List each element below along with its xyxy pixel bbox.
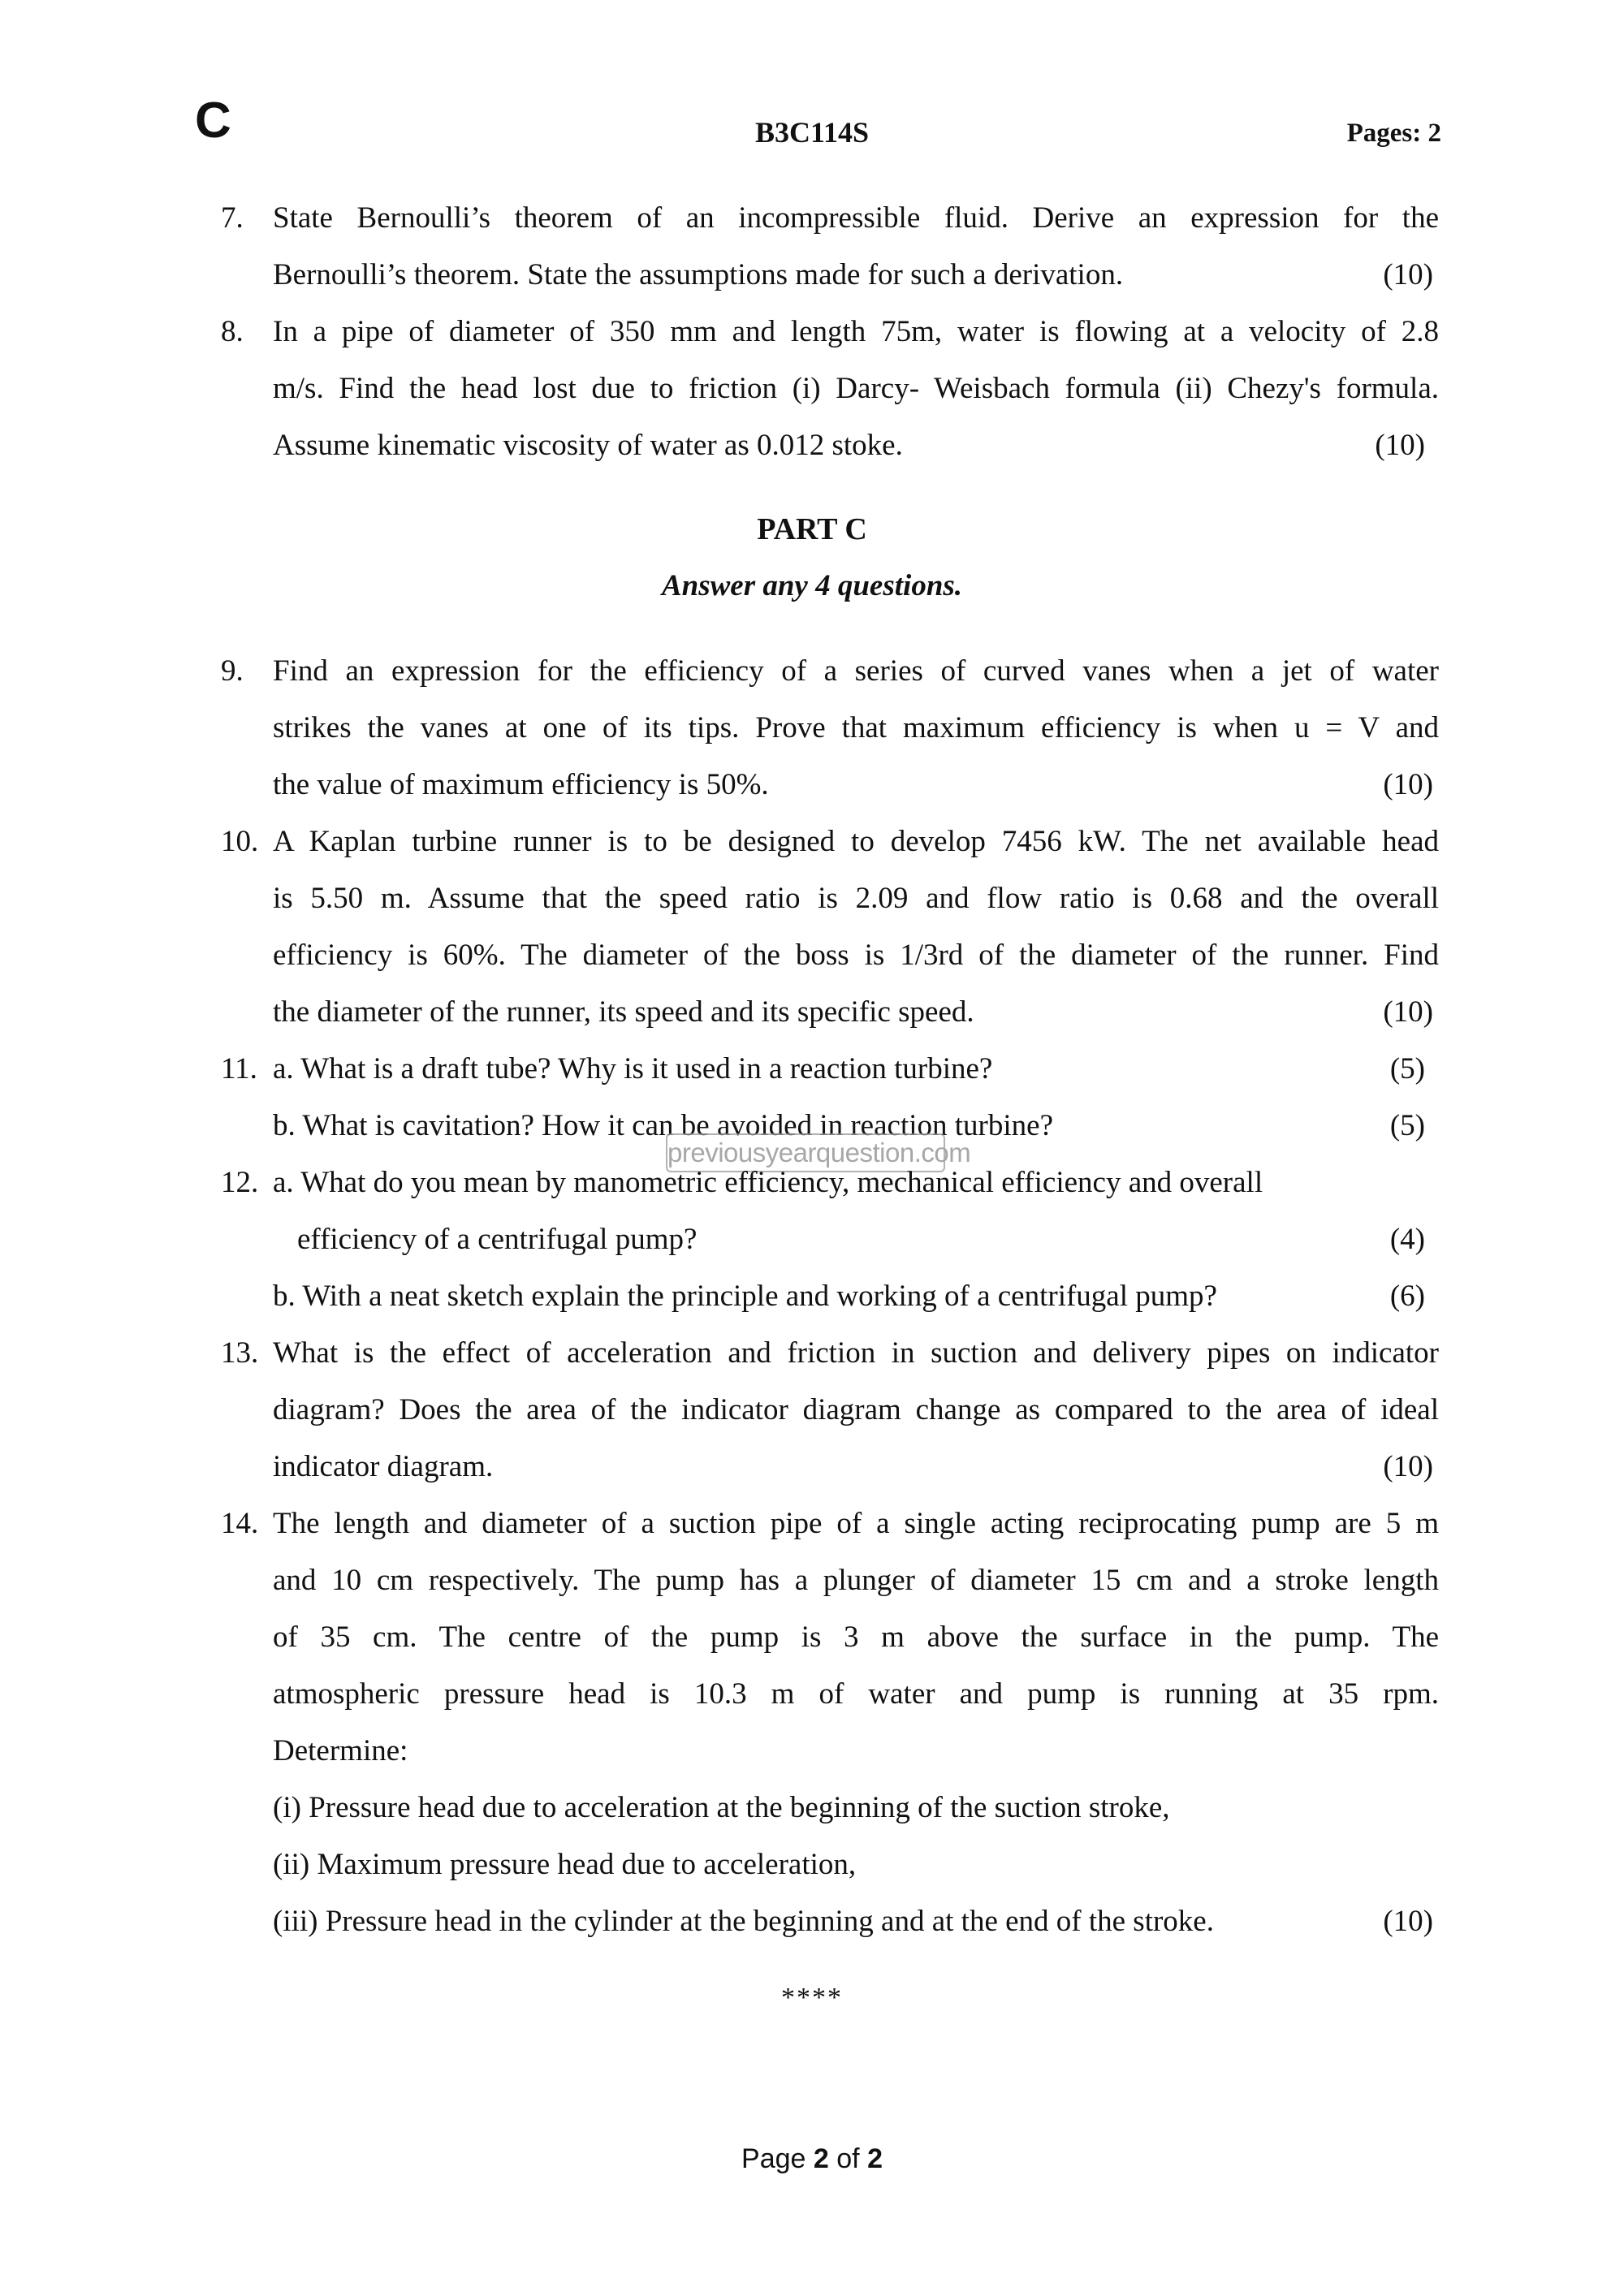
question-number: 8. [221,315,244,348]
question-subpart: (i) Pressure head due to acceleration at the beginning of the suction stroke, [273,1791,1170,1824]
question-text-line: is 5.50 m. Assume that the speed ratio is 2.09 and flow ratio is 0.68 and the overall [273,882,1439,915]
question-text-line: A Kaplan turbine runner is to be designed to develop 7456 kW. The net available head [273,825,1439,858]
question-text-line: The length and diameter of a suction pipe of a single acting reciprocating pump are 5 m [273,1507,1439,1540]
question-number: 9. [221,654,244,688]
question-text-line: What is the effect of acceleration and friction in suction and delivery pipes on indicator [273,1336,1439,1370]
question-marks: (10) [1383,768,1433,801]
question-marks: (4) [1389,1223,1425,1256]
footer-prefix: Page [741,2143,806,2174]
question-number: 7. [221,201,244,235]
question-text-line: State Bernoulli’s theorem of an incompressible fluid. Derive an expression for the [273,201,1439,235]
page-footer [0,2143,1624,2175]
question-marks: (10) [1383,995,1433,1029]
question-part-a: a. What is a draft tube? Why is it used in a reaction turbine? [273,1052,993,1085]
question-marks: (10) [1383,1450,1433,1483]
question-text-line: indicator diagram. [273,1450,494,1483]
question-marks: (10) [1383,258,1433,291]
section-instruction: Answer any 4 questions. [661,569,963,602]
question-text-line: Determine: [273,1734,408,1767]
question-number: 10. [221,825,259,858]
question-number: 12. [221,1166,259,1199]
page-count: Pages: 2 [1346,119,1441,148]
question-marks: (5) [1389,1109,1425,1142]
question-subpart: (iii) Pressure head in the cylinder at the beginning and at the end of the stroke. [273,1905,1214,1938]
question-text-line: and 10 cm respectively. The pump has a plunger of diameter 15 cm and a stroke length [273,1564,1439,1597]
footer-current-page: 2 [813,2143,829,2174]
question-text-line: of 35 cm. The centre of the pump is 3 m above the surface in the pump. The [273,1621,1439,1654]
section-title: PART C [757,512,867,546]
question-text-line: the value of maximum efficiency is 50%. [273,768,769,801]
question-marks: (6) [1389,1280,1425,1313]
question-number: 13. [221,1336,259,1370]
question-part-a: a. What do you mean by manometric efficiency, mechanical efficiency and overall [273,1166,1263,1199]
end-of-paper-mark: **** [781,1983,843,2013]
question-text-line: efficiency is 60%. The diameter of the boss is 1/3rd of the diameter of the runner. Find [273,939,1439,972]
watermark-stamp: previousyearquestion.com [666,1133,945,1172]
question-text-line: Bernoulli’s theorem. State the assumptions made for such a derivation. [273,258,1124,291]
question-text-line: Assume kinematic viscosity of water as 0.012 stoke. [273,429,903,462]
question-part-b: b. With a neat sketch explain the principle and working of a centrifugal pump? [273,1280,1217,1313]
footer-of: of [836,2143,860,2174]
question-number: 14. [221,1507,259,1540]
question-text-line: the diameter of the runner, its speed and its specific speed. [273,995,974,1029]
question-text-line: strikes the vanes at one of its tips. Prove that maximum efficiency is when u = V and [273,711,1439,744]
question-number: 11. [221,1052,257,1085]
question-text-line: atmospheric pressure head is 10.3 m of water and pump is running at 35 rpm. [273,1677,1439,1711]
question-text-line: In a pipe of diameter of 350 mm and length 75m, water is flowing at a velocity of 2.8 [273,315,1439,348]
question-text-line: m/s. Find the head lost due to friction (i) Darcy- Weisbach formula (ii) Chezy's formula. [273,372,1439,405]
paper-code: B3C114S [754,116,870,149]
question-part-a-continued: efficiency of a centrifugal pump? [297,1223,698,1256]
question-marks: (5) [1389,1052,1425,1085]
question-part-b: b. What is cavitation? How it can be avoided in reaction turbine? [273,1109,1053,1142]
question-text-line: diagram? Does the area of the indicator diagram change as compared to the area of ideal [273,1393,1439,1426]
question-marks: (10) [1383,1905,1433,1938]
question-marks: (10) [1375,429,1425,462]
question-text-line: Find an expression for the efficiency of a series of curved vanes when a jet of water [273,654,1439,688]
footer-total-pages: 2 [867,2143,883,2174]
question-subpart: (ii) Maximum pressure head due to acceleration, [273,1848,857,1881]
set-letter: C [195,93,231,149]
